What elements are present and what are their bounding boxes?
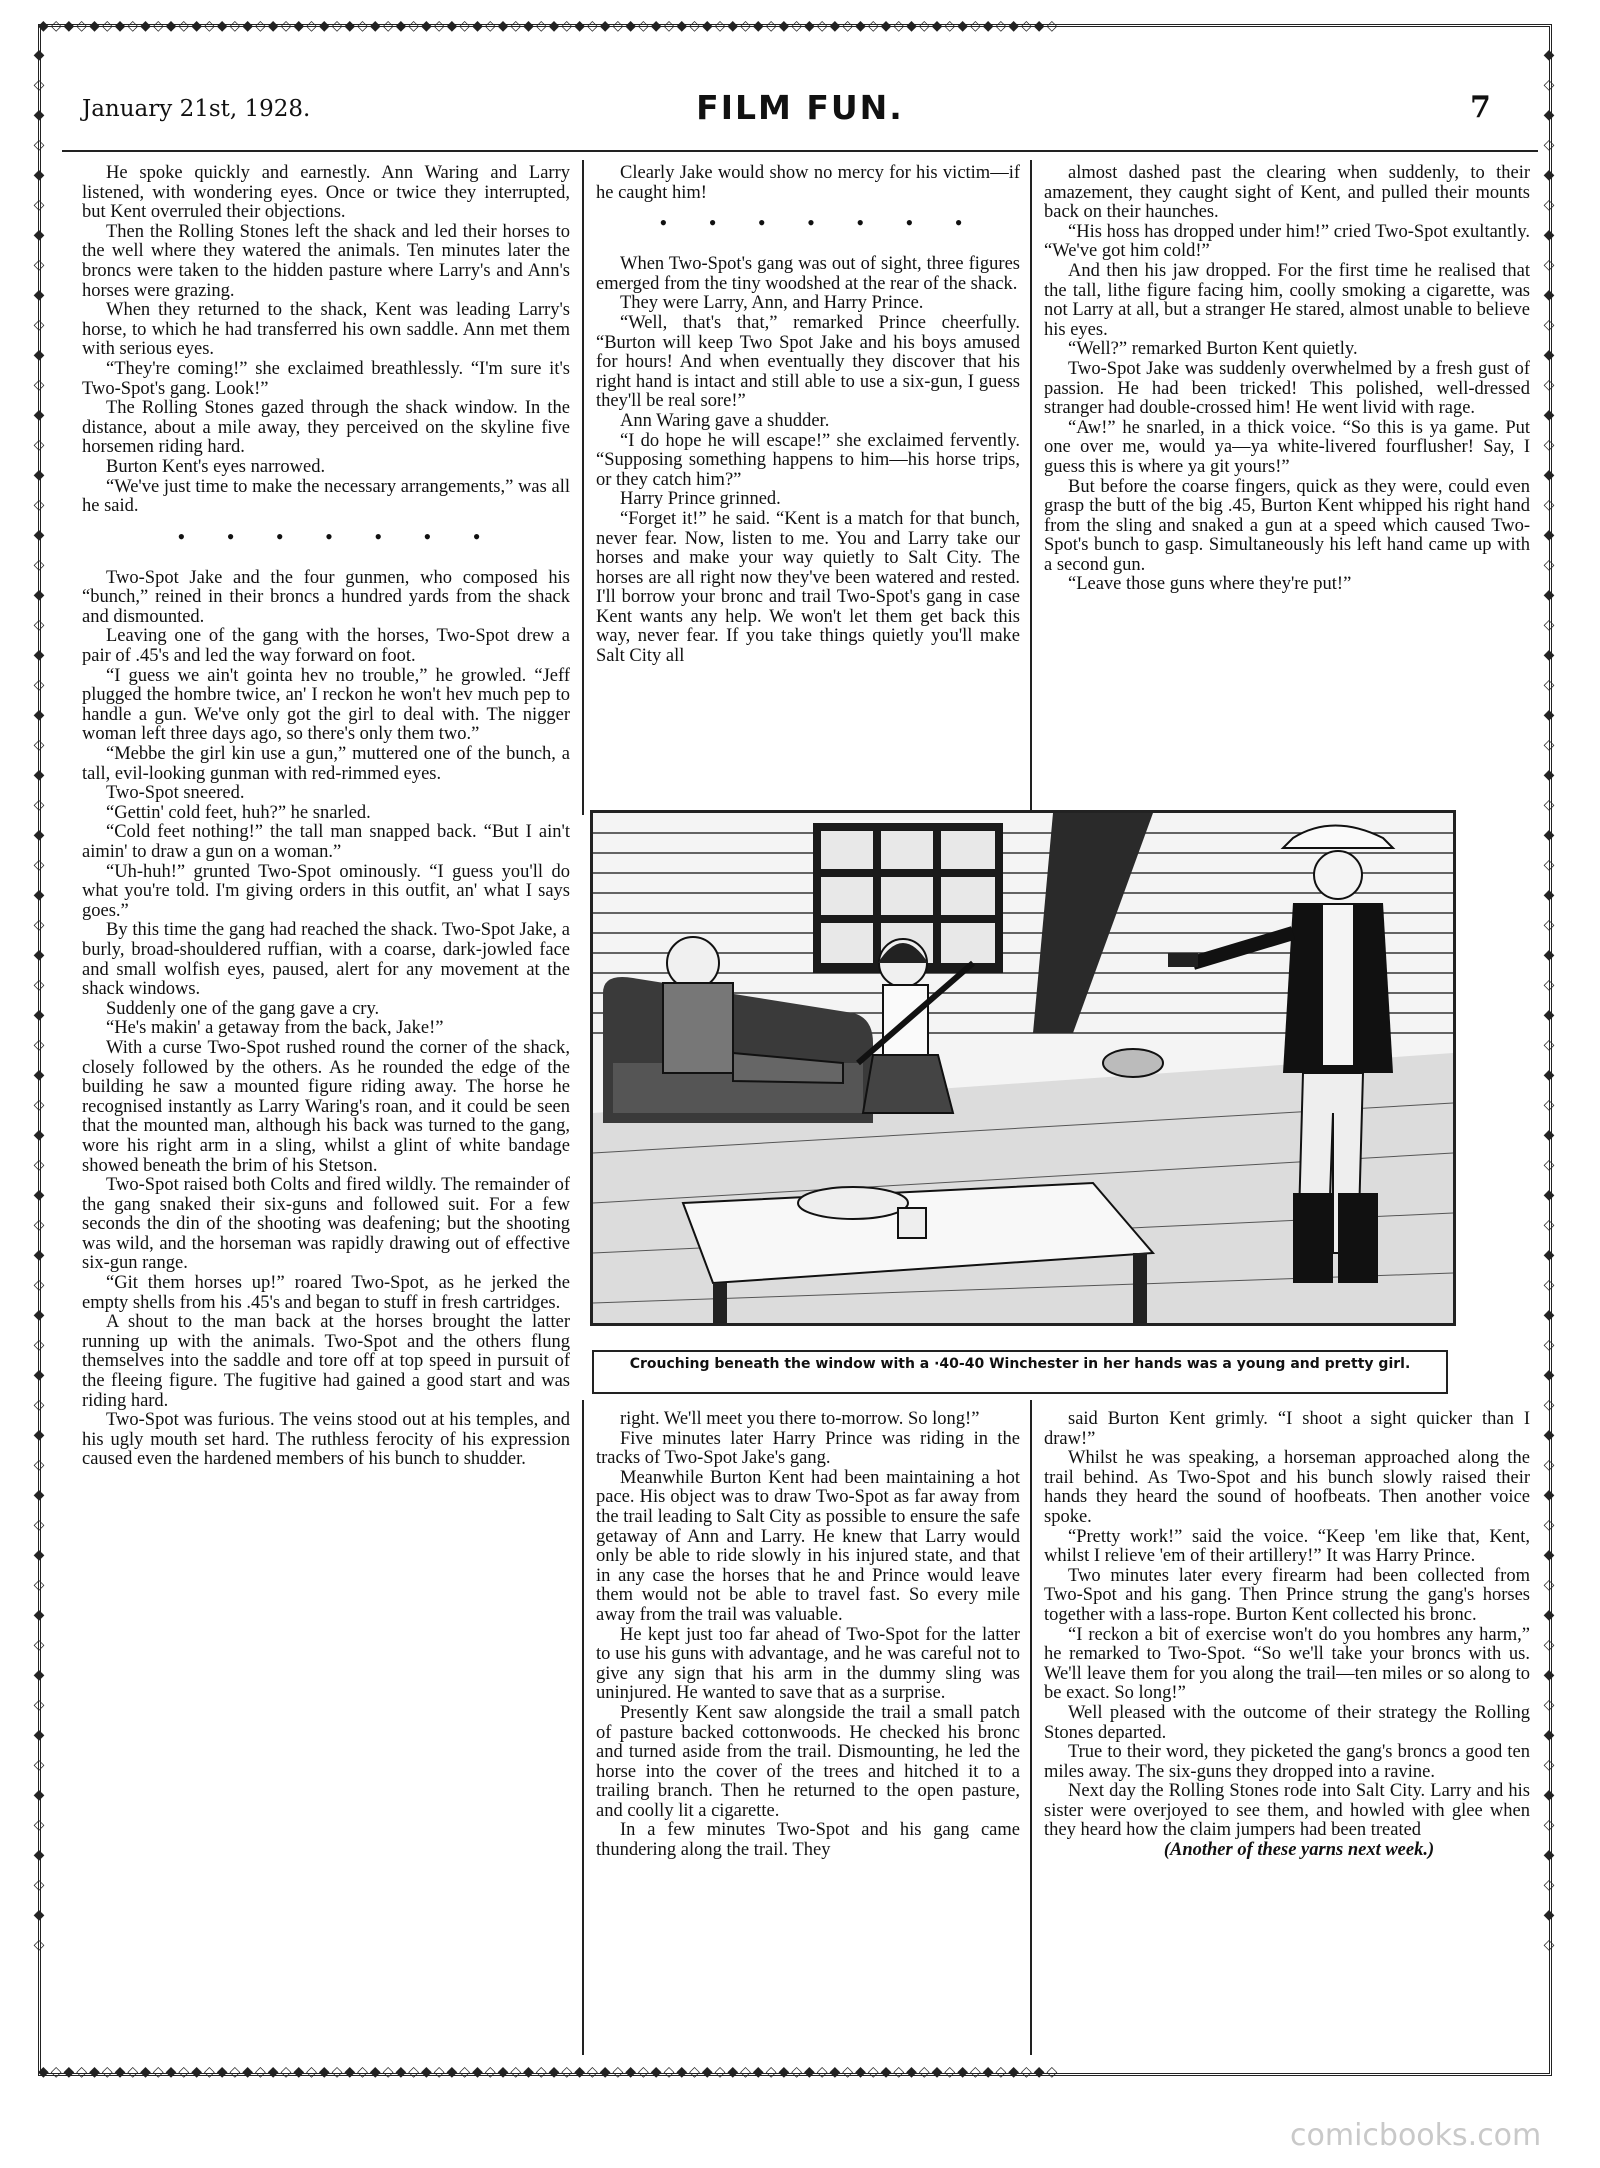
- column-3-bottom-text: [1044, 1410, 1530, 2058]
- column-1-text: [82, 164, 570, 2054]
- story-paragraph: “We've just time to make the necessary arrangements,” was all he said.: [82, 476, 570, 517]
- section-break: • • • • • • •: [177, 523, 499, 549]
- story-paragraph: Two-Spot sneered.: [106, 783, 245, 804]
- story-paragraph: True to their word, they picketed the gang's broncs a good ten miles away. The six-guns they dropped into a ravine.: [1044, 1742, 1530, 1782]
- story-paragraph: He spoke quickly and earnestly. Ann Waring and Larry listened, with wondering eyes. Once or twice they interrupted, but Kent overruled their objections.: [82, 164, 570, 223]
- story-paragraph: “Uh-huh!” grunted Two-Spot ominously. “I guess you'll do what you're told. I'm giving orders in this outfit, an' what I says goes.”: [82, 861, 570, 921]
- story-paragraph: Five minutes later Harry Prince was riding in the tracks of Two-Spot Jake's gang.: [596, 1428, 1020, 1469]
- story-paragraph: “Aw!” he snarled, in a thick voice. “So this is ya game. Put one over me, would ya—ya white-livered fourflusher! Say, I guess this is where ya git yours!”: [1044, 417, 1530, 477]
- story-paragraph: “His hoss has dropped under him!” cried Two-Spot exultantly. “We've got him cold!”: [1044, 221, 1530, 262]
- story-paragraph: almost dashed past the clearing when suddenly, to their amazement, they caught sight of Kent, and pulled their mounts back on their haunches.: [1044, 164, 1530, 223]
- story-paragraph: Ann Waring gave a shudder.: [620, 410, 830, 431]
- story-paragraph: “Leave those guns where they're put!”: [1068, 574, 1352, 595]
- story-paragraph: Then the Rolling Stones left the shack and led their horses to the well where they watered the animals. Ten minutes later the broncs were taken to the hidden pasture where Larry's and Ann's horses were grazing.: [82, 221, 570, 301]
- ornamental-border-right: ◆◇◆◇◆◇◆◇◆◇◆◇◆◇◆◇◆◇◆◇◆◇◆◇◆◇◆◇◆◇◆◇◆◇◆◇◆◇◆◇◆◇◆◇◆◇◆◇◆◇◆◇◆◇◆◇◆◇◆◇◆◇◆◇: [1543, 47, 1555, 1953]
- story-paragraph: Leaving one of the gang with the horses, Two-Spot drew a pair of .45's and led the way forward on foot.: [82, 626, 570, 667]
- column-2-bottom-text: [596, 1410, 1020, 2058]
- story-paragraph: Harry Prince grinned.: [620, 489, 781, 510]
- illustration-drawing: [593, 813, 1453, 1323]
- story-paragraph: Two-Spot raised both Colts and fired wildly. The remainder of the gang snaked their six-guns and followed suit. For a few seconds the din of the shooting was deafening; but the shooting was wild, and the horseman was rapidly drawing out of effective six-gun range.: [82, 1175, 570, 1274]
- story-paragraph: right. We'll meet you there to-morrow. So long!”: [620, 1410, 980, 1429]
- story-paragraph: “I do hope he will escape!” she exclaimed fervently. “Supposing something happens to him—his horse trips, or they catch him?”: [596, 430, 1020, 490]
- story-paragraph: “They're coming!” she exclaimed breathlessly. “I'm sure it's Two-Spot's gang. Look!”: [82, 358, 570, 399]
- story-paragraph: Two-Spot was furious. The veins stood out at his temples, and his ugly mouth set hard. The ruthless ferocity of his expression caused even the hardened members of his bunch to shudder.: [82, 1410, 570, 1470]
- magazine-title: FILM FUN.: [696, 88, 904, 127]
- issue-date: January 21st, 1928.: [82, 96, 311, 122]
- story-paragraph: “Pretty work!” said the voice. “Keep 'em like that, Kent, whilst I relieve 'em of their artillery!” It was Harry Prince.: [1044, 1526, 1530, 1567]
- story-paragraph: Whilst he was speaking, a horseman approached along the trail behind. As Two-Spot and his bunch slowly raised their hands they heard the sound of hoofbeats. Then another voice spoke.: [1044, 1448, 1530, 1527]
- story-paragraph: “He's makin' a getaway from the back, Jake!”: [106, 1018, 444, 1039]
- story-paragraph: By this time the gang had reached the shack. Two-Spot Jake, a burly, broad-shouldered ruffian, with a coarse, dark-jowled face and small wolfish eyes, paused, alert for any movement at the shack windows.: [82, 920, 570, 1000]
- column-rule-1: [582, 160, 584, 815]
- story-paragraph: “Mebbe the girl kin use a gun,” muttered one of the bunch, a tall, evil-looking gunman with red-rimmed eyes.: [82, 744, 570, 784]
- header-rule: [62, 150, 1538, 152]
- story-paragraph: Clearly Jake would show no mercy for his victim—if he caught him!: [596, 164, 1020, 203]
- story-paragraph: Well pleased with the outcome of their strategy the Rolling Stones departed.: [1044, 1702, 1530, 1743]
- story-paragraph: “Cold feet nothing!” the tall man snapped back. “But I ain't aimin' to draw a gun on a woman.”: [82, 822, 570, 862]
- story-paragraph: Meanwhile Burton Kent had been maintaining a hot pace. His object was to draw Two-Spot as far away from the trail leading to Salt City as possible to ensure the safe getaway of Ann and Larry. He knew that Larry would only be able to ride slowly in his injured state, and that in any case the horses that he and Prince would leave them would not be able to travel fast. So every mile away from the trail was valuable.: [596, 1467, 1020, 1625]
- story-paragraph: He kept just too far ahead of Two-Spot for the latter to use his guns with advantage, and he was careful not to give any sign that his arm in the dummy sling was uninjured. He wanted to save that as a surprise.: [596, 1624, 1020, 1704]
- illustration-caption: Crouching beneath the window with a ·40-40 Winchester in her hands was a young and pretty girl.: [592, 1350, 1448, 1394]
- story-paragraph: Two minutes later every firearm had been collected from Two-Spot and his gang. Then Prince strung the gang's horses together with a lass-rope. Burton Kent collected his bronc.: [1044, 1565, 1530, 1625]
- ornamental-border-bottom: ◆◇◆◇◆◇◆◇◆◇◆◇◆◇◆◇◆◇◆◇◆◇◆◇◆◇◆◇◆◇◆◇◆◇◆◇◆◇◆◇◆◇◆◇◆◇◆◇◆◇◆◇◆◇◆◇◆◇◆◇◆◇◆◇◆◇◆◇◆◇◆◇◆◇◆◇◆◇◆◇: [38, 2064, 1060, 2080]
- story-paragraph: said Burton Kent grimly. “I shoot a sight quicker than I draw!”: [1044, 1410, 1530, 1449]
- story-paragraph: But before the coarse fingers, quick as they were, could even grasp the butt of the big .45, Burton Kent whipped his right hand from the sling and snaked a gun at a speed which caused Two-Spot's bunch to gasp. Simultaneously his left hand came up with a second gun.: [1044, 476, 1530, 575]
- story-paragraph: A shout to the man back at the horses brought the latter running up with the animals. Two-Spot and the others flung themselves into the saddle and tore off at top speed in pursuit of the fleeing figure. The fugitive had gained a good start and was riding hard.: [82, 1312, 570, 1411]
- ornamental-border-top: ◆◇◆◇◆◇◆◇◆◇◆◇◆◇◆◇◆◇◆◇◆◇◆◇◆◇◆◇◆◇◆◇◆◇◆◇◆◇◆◇◆◇◆◇◆◇◆◇◆◇◆◇◆◇◆◇◆◇◆◇◆◇◆◇◆◇◆◇◆◇◆◇◆◇◆◇◆◇◆◇: [38, 18, 1060, 34]
- story-paragraph: “Well, that's that,” remarked Prince cheerfully. “Burton will keep Two Spot Jake and his boys amused for hours! And when eventually they discover that his right hand is intact and still able to use a six-gun, I guess they'll be real sore!”: [596, 312, 1020, 412]
- story-illustration: [590, 810, 1456, 1326]
- page-number: 7: [1470, 90, 1491, 125]
- ornamental-border-left: ◆◇◆◇◆◇◆◇◆◇◆◇◆◇◆◇◆◇◆◇◆◇◆◇◆◇◆◇◆◇◆◇◆◇◆◇◆◇◆◇◆◇◆◇◆◇◆◇◆◇◆◇◆◇◆◇◆◇◆◇◆◇◆◇: [33, 47, 45, 1953]
- continuation-note: (Another of these yarns next week.): [1163, 1840, 1435, 1861]
- story-paragraph: “Well?” remarked Burton Kent quietly.: [1068, 339, 1358, 360]
- story-paragraph: With a curse Two-Spot rushed round the corner of the shack, closely followed by the others. As he rounded the edge of the building he saw a mounted figure riding away. The horse he recognised instantly as Larry Waring's roan, and it could be seen that the mounted man, although his back was turned to the gang, wore his right arm in a sling, whilst a glint of white bandage showed beneath the brim of his Stetson.: [82, 1037, 570, 1176]
- column-3-top-text: [1044, 164, 1530, 804]
- story-paragraph: “Gettin' cold feet, huh?” he snarled.: [106, 802, 371, 823]
- column-rule-2-bottom: [1030, 1400, 1032, 2055]
- story-paragraph: “Forget it!” he said. “Kent is a match for that bunch, never fear. Now, listen to me. You and Larry take our horses and make your way quietly to Salt City. The horses are all right now they've been watered and rested. I'll borrow your bronc and trail Two-Spot's gang in case Kent wants any help. We won't let them get back this way, never fear. If you take things quietly you'll make Salt City all: [596, 508, 1020, 667]
- column-rule-2-top: [1030, 160, 1032, 815]
- story-paragraph: Two-Spot Jake was suddenly overwhelmed by a fresh gust of passion. He had been tricked! This polished, well-dressed stranger had double-crossed him! He went livid with rage.: [1044, 358, 1530, 419]
- story-paragraph: “Git them horses up!” roared Two-Spot, as he jerked the empty shells from his .45's and began to stuff in fresh cartridges.: [82, 1273, 570, 1313]
- story-paragraph: Two-Spot Jake and the four gunmen, who composed his “bunch,” reined in their broncs a hundred yards from the shack and dismounted.: [82, 567, 570, 627]
- section-break: • • • • • • •: [659, 210, 981, 236]
- story-paragraph: They were Larry, Ann, and Harry Prince.: [620, 293, 924, 314]
- story-paragraph: Presently Kent saw alongside the trail a small patch of pasture backed cottonwoods. He checked his bronc and turned aside from the trail. Dismounting, he led the horse into the cover of the trees and hitched it to a trailing branch. Then he returned to the open pasture, and coolly lit a cigarette.: [596, 1702, 1020, 1821]
- story-paragraph: “I reckon a bit of exercise won't do you hombres any harm,” he remarked to Two-Spot. “So we'll take your broncs with us. We'll leave them for you along the trail—ten miles or so along to be exact. So long!”: [1044, 1624, 1530, 1704]
- watermark: comicbooks.com: [1290, 2118, 1542, 2153]
- story-paragraph: In a few minutes Two-Spot and his gang came thundering along the trail. They: [596, 1820, 1020, 1861]
- column-rule-1b: [582, 1400, 584, 2055]
- story-paragraph: Suddenly one of the gang gave a cry.: [106, 998, 380, 1019]
- column-2-top-text: [596, 164, 1020, 804]
- story-paragraph: Next day the Rolling Stones rode into Salt City. Larry and his sister were overjoyed to see them, and howled with glee when they heard how the claim jumpers had been treated: [1044, 1781, 1530, 1841]
- story-paragraph: When they returned to the shack, Kent was leading Larry's horse, to which he had transferred his own saddle. Ann met them with serious eyes.: [82, 300, 570, 360]
- story-paragraph: The Rolling Stones gazed through the shack window. In the distance, about a mile away, they perceived on the skyline five horsemen riding hard.: [82, 398, 570, 458]
- story-paragraph: And then his jaw dropped. For the first time he realised that the tall, lithe figure facing him, coolly smoking a cigarette, was not Larry at all, but a stranger He stared, almost unable to believe his eyes.: [1044, 260, 1530, 340]
- story-paragraph: When Two-Spot's gang was out of sight, three figures emerged from the tiny woodshed at the rear of the shack.: [596, 254, 1020, 294]
- story-paragraph: “I guess we ain't gointa hev no trouble,” he growled. “Jeff plugged the hombre twice, an' I reckon he won't hev much pep to handle a gun. We've only got the girl to deal with. The nigger woman left three days ago, so there's only them two.”: [82, 665, 570, 745]
- story-paragraph: Burton Kent's eyes narrowed.: [106, 456, 326, 477]
